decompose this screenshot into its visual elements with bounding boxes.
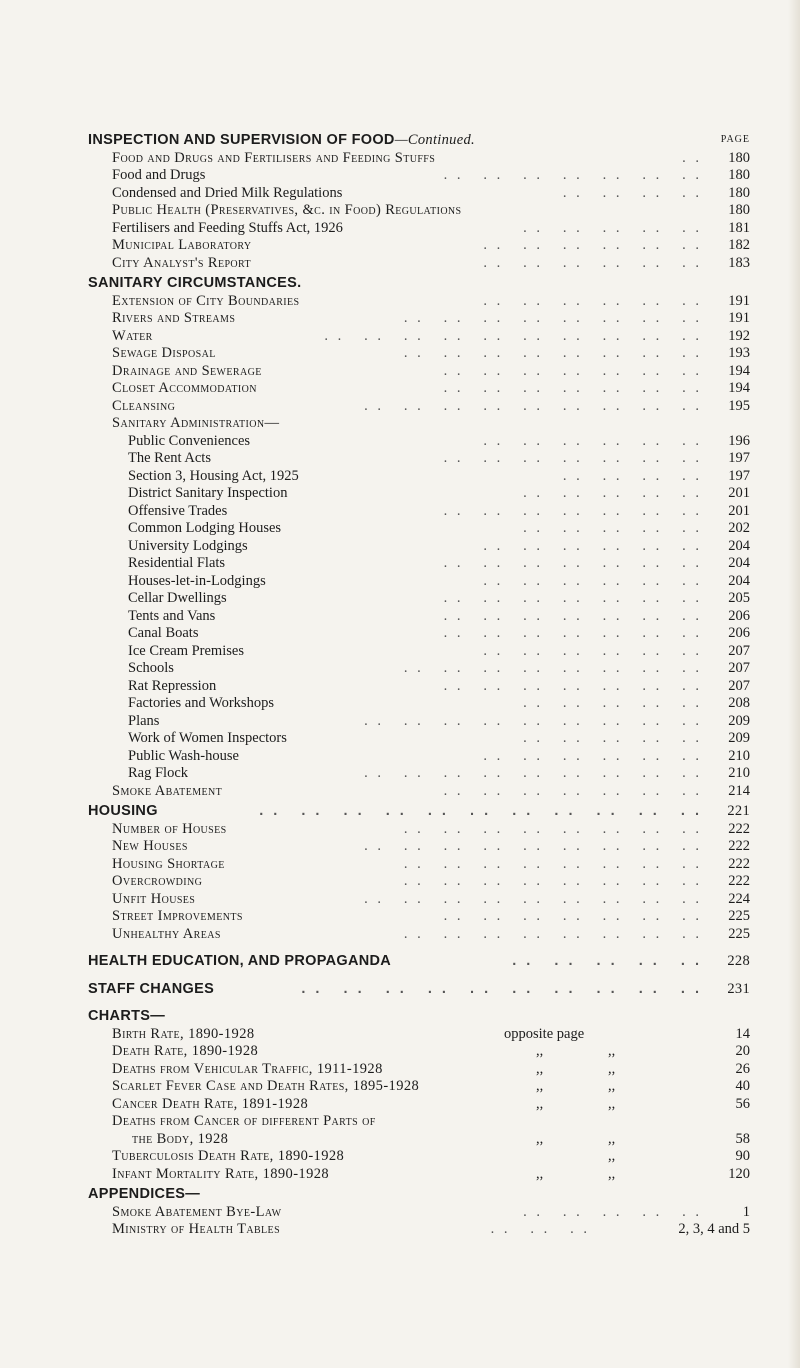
entry-label: Food and Drugs bbox=[112, 167, 206, 183]
leader-dots: . . . . . . . . . . . . . . bbox=[443, 677, 702, 694]
contents-page bbox=[88, 132, 750, 1239]
entry-label: Ministry of Health Tables bbox=[112, 1221, 281, 1237]
entry-page: 183 bbox=[728, 254, 750, 271]
toc-entry bbox=[88, 503, 750, 521]
toc-entry bbox=[88, 450, 750, 468]
leader-dots: . . . . . . . . . . . . . . . . bbox=[403, 660, 702, 676]
ditto-mark: ,, bbox=[608, 1060, 616, 1077]
toc-entry bbox=[88, 1061, 750, 1079]
leader-dots: . . . . . . . . . . . . . . . . . . bbox=[364, 712, 702, 729]
entry-page: 192 bbox=[728, 327, 750, 344]
heading-text: INSPECTION AND SUPERVISION OF FOOD bbox=[88, 132, 395, 148]
leader-dots: . . . . . . . . . . . . . . . . bbox=[403, 873, 702, 889]
entry-page: 204 bbox=[728, 537, 750, 554]
entry-label: Number of Houses bbox=[112, 820, 227, 837]
leader-dots: . . . . . . . . . . . . bbox=[483, 237, 702, 253]
toc-entry bbox=[88, 573, 750, 591]
toc-entry bbox=[88, 433, 750, 451]
toc-entry bbox=[88, 185, 750, 203]
toc-entry bbox=[88, 555, 750, 573]
entry-page: 209 bbox=[728, 730, 750, 746]
leader-dots: . . . . . . . . . . . . . . bbox=[443, 502, 702, 519]
entry-label: Overcrowding bbox=[112, 873, 203, 889]
leader-dots: . . . . . . . . . . . . . . bbox=[443, 450, 702, 466]
leader-dots: . . . . . . . . . . . . . . bbox=[443, 590, 702, 606]
ditto-mark: ,, bbox=[608, 1043, 616, 1059]
entry-page: 209 bbox=[728, 712, 750, 729]
toc-entry bbox=[88, 856, 750, 874]
entry-label: Rat Repression bbox=[128, 677, 217, 694]
entry-label: Section 3, Housing Act, 1925 bbox=[128, 467, 299, 484]
ditto-mark: ,, bbox=[608, 1095, 616, 1112]
entry-label: Municipal Laboratory bbox=[112, 237, 252, 253]
entry-label: University Lodgings bbox=[128, 537, 248, 554]
entry-page: 56 bbox=[735, 1095, 750, 1112]
section-heading-inspection bbox=[88, 132, 750, 150]
entry-page: 1 bbox=[742, 1203, 750, 1220]
entry-label: District Sanitary Inspection bbox=[128, 485, 288, 501]
toc-entry bbox=[88, 237, 750, 255]
toc-entry bbox=[88, 1043, 750, 1061]
entry-page: 224 bbox=[728, 890, 750, 907]
entry-page: 2, 3, 4 and 5 bbox=[678, 1221, 750, 1237]
entry-label: Tuberculosis Death Rate, 1890-1928 bbox=[112, 1148, 345, 1164]
entry-page: 207 bbox=[728, 642, 750, 659]
leader-dots: . . . . . . . . . . bbox=[523, 730, 702, 746]
toc-entry bbox=[88, 1096, 750, 1114]
ditto-mark: ,, bbox=[608, 1165, 616, 1182]
leader-dots: . . . . . . . . . . . . bbox=[483, 572, 702, 589]
entry-label: The Rent Acts bbox=[128, 450, 211, 466]
toc-entry bbox=[88, 167, 750, 185]
entry-label: Birth Rate, 1890-1928 bbox=[112, 1025, 255, 1042]
toc-entry bbox=[88, 1026, 750, 1044]
toc-entry bbox=[88, 821, 750, 839]
entry-page: 201 bbox=[728, 502, 750, 519]
leader-dots: . . . . . . . . bbox=[562, 467, 702, 484]
toc-entry bbox=[88, 398, 750, 416]
entry-label: Public Wash-house bbox=[128, 747, 239, 764]
entry-page: 180 bbox=[728, 167, 750, 183]
entry-label: Cancer Death Rate, 1891-1928 bbox=[112, 1095, 309, 1112]
leader-dots: . . . . . . . . . . . . . . . . . . . . . . bbox=[259, 803, 702, 819]
leader-dots: . . . . . . . . . . . . . . bbox=[443, 380, 702, 396]
entry-page: 26 bbox=[735, 1060, 750, 1077]
leader-dots: . . . . . . . . . . . . . . . . bbox=[403, 820, 702, 837]
entry-label: Drainage and Sewerage bbox=[112, 362, 262, 379]
entry-page: 205 bbox=[728, 590, 750, 606]
entry-page: 195 bbox=[728, 397, 750, 414]
toc-entry bbox=[88, 538, 750, 556]
toc-entry bbox=[88, 1221, 750, 1239]
toc-entry bbox=[88, 660, 750, 678]
entry-page: 222 bbox=[728, 855, 750, 872]
leader-dots: . . . . . . bbox=[490, 1221, 590, 1237]
ditto-mark: ,, bbox=[536, 1095, 544, 1112]
entry-label: Canal Boats bbox=[128, 625, 199, 641]
toc-entry bbox=[88, 328, 750, 346]
entry-page: 204 bbox=[728, 572, 750, 589]
page-column-label: PAGE bbox=[720, 134, 750, 145]
entry-label: Closet Accommodation bbox=[112, 380, 257, 396]
leader-dots: . . . . . . . . . . . . . . . . bbox=[403, 310, 702, 326]
entry-page: 193 bbox=[728, 345, 750, 361]
toc-entry bbox=[88, 468, 750, 486]
leader-dots: . . . . . . . . . . . . bbox=[483, 537, 702, 554]
entry-label: Death Rate, 1890-1928 bbox=[112, 1043, 259, 1059]
toc-entry bbox=[88, 765, 750, 783]
entry-page: 182 bbox=[728, 237, 750, 253]
entry-label: Housing Shortage bbox=[112, 855, 225, 872]
leader-dots: . . . . . . . . . . . . bbox=[483, 747, 702, 764]
entry-page: 197 bbox=[728, 450, 750, 466]
entry-page: 181 bbox=[728, 219, 750, 236]
leader-dots: . . . . . . . . . . bbox=[523, 219, 702, 236]
leader-dots: . . . . . . . . . . bbox=[523, 1203, 702, 1220]
entry-page: 225 bbox=[728, 908, 750, 924]
entry-label: Residential Flats bbox=[128, 555, 226, 571]
entry-label: Condensed and Dried Milk Regulations bbox=[112, 184, 343, 201]
entry-label: Cellar Dwellings bbox=[128, 590, 227, 606]
entry-label: Street Improvements bbox=[112, 908, 243, 924]
leader-dots: . . . . . . . . bbox=[562, 184, 702, 201]
leader-dots: . . . . . . . . . . bbox=[523, 695, 702, 711]
subsection-label: Sanitary Administration— bbox=[112, 415, 280, 431]
toc-entry bbox=[88, 643, 750, 661]
entry-label: Factories and Workshops bbox=[128, 695, 274, 711]
entry-label: New Houses bbox=[112, 838, 188, 854]
leader-dots: . . . . . . . . . . . . bbox=[483, 642, 702, 659]
toc-entry bbox=[88, 713, 750, 731]
subsection-heading-administration bbox=[88, 415, 750, 433]
entry-label: Fertilisers and Feeding Stuffs Act, 1926 bbox=[112, 219, 343, 236]
entry-page: 222 bbox=[728, 820, 750, 837]
section-heading-appendices bbox=[88, 1186, 750, 1204]
leader-dots: . . . . . . . . . . . . bbox=[483, 292, 702, 309]
entry-label: Sewage Disposal bbox=[112, 345, 216, 361]
toc-entry bbox=[88, 608, 750, 626]
toc-entry bbox=[88, 695, 750, 713]
leader-dots: . . . . . . . . . . . . bbox=[483, 254, 702, 271]
entry-page: 120 bbox=[728, 1165, 750, 1182]
heading-text: HOUSING bbox=[88, 803, 158, 819]
entry-page: 180 bbox=[728, 184, 750, 201]
ditto-mark: ,, bbox=[536, 1060, 544, 1077]
opposite-page-label: opposite page bbox=[504, 1025, 585, 1042]
toc-entry-continued bbox=[88, 1131, 750, 1149]
entry-label: Common Lodging Houses bbox=[128, 520, 282, 536]
leader-dots: . . . . . . . . . . . . . . bbox=[443, 555, 702, 571]
toc-entry bbox=[88, 873, 750, 891]
ditto-mark: ,, bbox=[608, 1148, 616, 1164]
toc-entry bbox=[88, 625, 750, 643]
page-edge-shadow bbox=[788, 0, 800, 1368]
entry-page: 180 bbox=[728, 202, 750, 218]
leader-dots: . . . . . . . . . . . . bbox=[483, 432, 702, 449]
entry-label: Public Health (Preservatives, &c. in Food) Regulations bbox=[112, 202, 462, 218]
ditto-mark: ,, bbox=[608, 1130, 616, 1147]
entry-page: 228 bbox=[727, 953, 750, 969]
toc-entry bbox=[88, 1113, 750, 1131]
leader-dots: . . . . . . . . . . . . . . . . . . . . bbox=[324, 327, 702, 344]
toc-entry bbox=[88, 520, 750, 538]
entry-page: 225 bbox=[728, 925, 750, 942]
entry-page: 90 bbox=[735, 1148, 750, 1164]
toc-entry bbox=[88, 220, 750, 238]
entry-page: 214 bbox=[728, 782, 750, 799]
entry-label: Scarlet Fever Case and Death Rates, 1895-1928 bbox=[112, 1078, 420, 1094]
toc-entry bbox=[88, 783, 750, 801]
entry-page: 210 bbox=[728, 765, 750, 781]
entry-label: Ice Cream Premises bbox=[128, 642, 244, 659]
entry-page: 210 bbox=[728, 747, 750, 764]
leader-dots: . . . . . . . . . . bbox=[512, 953, 702, 969]
heading-text: STAFF CHANGES bbox=[88, 980, 215, 997]
entry-label: Plans bbox=[128, 712, 160, 729]
entry-page: 191 bbox=[728, 292, 750, 309]
toc-entry bbox=[88, 202, 750, 220]
toc-entry bbox=[88, 363, 750, 381]
entry-page: 197 bbox=[728, 467, 750, 484]
toc-entry bbox=[88, 1166, 750, 1184]
entry-label: Water bbox=[112, 327, 153, 344]
entry-label: Offensive Trades bbox=[128, 502, 228, 519]
leader-dots: . . . . . . . . . . . . . . . . . . bbox=[364, 838, 702, 854]
toc-entry bbox=[88, 293, 750, 311]
leader-dots: . . . . . . . . . . . . . . bbox=[443, 625, 702, 641]
section-heading-health-education bbox=[88, 953, 750, 971]
entry-page: 222 bbox=[728, 838, 750, 854]
ditto-mark: ,, bbox=[608, 1078, 616, 1094]
entry-page: 191 bbox=[728, 310, 750, 326]
leader-dots: . . . . . . . . . . . . . . . . bbox=[403, 855, 702, 872]
section-heading-charts bbox=[88, 1008, 750, 1026]
toc-entry bbox=[88, 345, 750, 363]
ditto-mark: ,, bbox=[536, 1165, 544, 1182]
entry-page: 207 bbox=[728, 677, 750, 694]
leader-dots: . . . . . . . . . . . . . . bbox=[443, 908, 702, 924]
leader-dots: . . . . . . . . . . . . . . bbox=[443, 362, 702, 379]
entry-page: 204 bbox=[728, 555, 750, 571]
ditto-mark: ,, bbox=[536, 1043, 544, 1059]
entry-label: Rag Flock bbox=[128, 765, 189, 781]
leader-dots: . . . . . . . . . . bbox=[523, 485, 702, 501]
toc-entry bbox=[88, 310, 750, 328]
entry-page: 207 bbox=[728, 660, 750, 676]
ditto-mark: ,, bbox=[536, 1130, 544, 1147]
entry-label: Work of Women Inspectors bbox=[128, 730, 287, 746]
leader-dots: . . . . . . . . . . . . . . . . bbox=[403, 345, 702, 361]
entry-page: 196 bbox=[728, 432, 750, 449]
leader-dots: . . . . . . . . . . . . . . . . . . bbox=[364, 890, 702, 907]
entry-label: Schools bbox=[128, 660, 174, 676]
entry-page: 194 bbox=[728, 362, 750, 379]
section-heading-housing bbox=[88, 803, 750, 821]
leader-dots: . . . . . . . . . . . . . . . . bbox=[403, 925, 702, 942]
entry-page: 201 bbox=[728, 485, 750, 501]
heading-text: CHARTS— bbox=[88, 1008, 166, 1024]
entry-label: Tents and Vans bbox=[128, 607, 216, 624]
leader-dots: . . . . . . . . . . bbox=[523, 520, 702, 536]
toc-entry bbox=[88, 1204, 750, 1222]
entry-label: Unfit Houses bbox=[112, 890, 196, 907]
entry-page: 202 bbox=[728, 520, 750, 536]
leader-dots: . . . . . . . . . . . . . . bbox=[443, 782, 702, 799]
section-heading-staff-changes bbox=[88, 981, 750, 999]
entry-label: Unhealthy Areas bbox=[112, 925, 221, 942]
toc-entry bbox=[88, 926, 750, 944]
leader-dots: . . . . . . . . . . . . . . . . . . bbox=[364, 765, 702, 781]
entry-label: the Body, 1928 bbox=[132, 1130, 229, 1147]
heading-text: APPENDICES— bbox=[88, 1186, 201, 1202]
entry-page: 14 bbox=[735, 1025, 750, 1042]
toc-entry bbox=[88, 1148, 750, 1166]
toc-entry bbox=[88, 678, 750, 696]
leader-dots: . . . . . . . . . . . . . . bbox=[443, 607, 702, 624]
entry-label: Cleansing bbox=[112, 397, 176, 414]
entry-page: 40 bbox=[735, 1078, 750, 1094]
toc-entry bbox=[88, 891, 750, 909]
toc-entry bbox=[88, 748, 750, 766]
heading-text: SANITARY CIRCUMSTANCES. bbox=[88, 275, 302, 291]
entry-label: Smoke Abatement Bye-Law bbox=[112, 1203, 282, 1220]
toc-entry bbox=[88, 1078, 750, 1096]
toc-entry bbox=[88, 838, 750, 856]
entry-label: City Analyst's Report bbox=[112, 254, 252, 271]
toc-entry bbox=[88, 380, 750, 398]
heading-suffix: —Continued. bbox=[394, 132, 475, 148]
entry-page: 20 bbox=[735, 1043, 750, 1059]
entry-page: 222 bbox=[728, 873, 750, 889]
entry-label: Public Conveniences bbox=[128, 432, 251, 449]
leader-dots: . . bbox=[682, 149, 702, 166]
toc-entry bbox=[88, 255, 750, 273]
entry-label: Extension of City Boundaries bbox=[112, 292, 300, 309]
entry-label: Houses-let-in-Lodgings bbox=[128, 572, 266, 589]
toc-entry bbox=[88, 590, 750, 608]
entry-page: 208 bbox=[728, 695, 750, 711]
leader-dots: . . . . . . . . . . . . . . . . . . . . bbox=[301, 980, 702, 997]
toc-entry bbox=[88, 730, 750, 748]
leader-dots: . . . . . . . . . . . . . . bbox=[443, 167, 702, 183]
heading-text: HEALTH EDUCATION, AND PROPAGANDA bbox=[88, 953, 392, 969]
entry-page: 194 bbox=[728, 380, 750, 396]
entry-label: Smoke Abatement bbox=[112, 782, 223, 799]
ditto-mark: ,, bbox=[536, 1078, 544, 1094]
section-heading-sanitary bbox=[88, 275, 750, 293]
entry-page: 231 bbox=[727, 980, 750, 997]
entry-page: 221 bbox=[727, 803, 750, 819]
toc-entry bbox=[88, 150, 750, 168]
entry-label: Food and Drugs and Fertilisers and Feeding Stuffs bbox=[112, 149, 436, 166]
entry-page: 206 bbox=[728, 607, 750, 624]
entry-page: 180 bbox=[728, 149, 750, 166]
entry-page: 206 bbox=[728, 625, 750, 641]
toc-entry bbox=[88, 485, 750, 503]
entry-label: Infant Mortality Rate, 1890-1928 bbox=[112, 1165, 330, 1182]
toc-entry bbox=[88, 908, 750, 926]
entry-page: 58 bbox=[735, 1130, 750, 1147]
entry-label: Rivers and Streams bbox=[112, 310, 236, 326]
leader-dots: . . . . . . . . . . . . . . . . . . bbox=[364, 397, 702, 414]
entry-label: Deaths from Cancer of different Parts of bbox=[112, 1113, 376, 1129]
entry-label: Deaths from Vehicular Traffic, 1911-1928 bbox=[112, 1060, 383, 1077]
